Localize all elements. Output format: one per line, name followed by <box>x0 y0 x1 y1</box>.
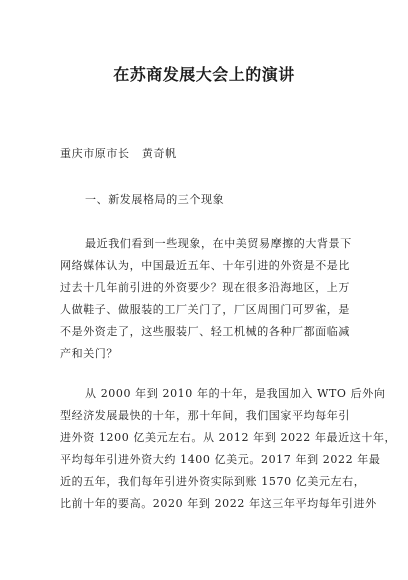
paragraph-line: 过去十几年前引进的外资要少？现在很多沿海地区，上万 <box>60 281 350 294</box>
paragraph-line: 人做鞋子、做服装的工厂关门了，厂区周围门可罗雀，是 <box>60 303 350 316</box>
paragraph-line: 最近我们看到一些现象，在中美贸易摩擦的大背景下 <box>85 237 352 250</box>
paragraph-line: 不是外资走了，这些服装厂、轻工机械的各种厂都面临减 <box>60 325 350 338</box>
section-heading: 一、新发展格局的三个现象 <box>85 193 225 206</box>
paragraph-line: 比前十年的要高。2020 年到 2022 年这三年平均每年引进外 <box>60 497 377 510</box>
paragraph-line: 近的五年，我们每年引进外资实际到账 1570 亿美元左右， <box>60 475 366 488</box>
byline: 重庆市原市长 黄奇帆 <box>60 147 177 160</box>
paragraph-line: 进外资 1200 亿美元左右。从 2012 年到 2022 年最近这十年， <box>60 431 397 444</box>
document-title: 在苏商发展大会上的演讲 <box>113 65 295 84</box>
paragraph-line: 型经济发展最快的十年，那十年间，我们国家平均每年引 <box>60 409 350 422</box>
paragraph-line: 从 2000 年到 2010 年的十年，是我国加入 WTO 后外向 <box>85 387 386 400</box>
paragraph-line: 产和关门？ <box>60 347 118 360</box>
paragraph-line: 网络媒体认为，中国最近五年、十年引进的外资是不是比 <box>60 259 350 272</box>
paragraph-line: 平均每年引进外资大约 1400 亿美元。2017 年到 2022 年最 <box>60 453 381 466</box>
